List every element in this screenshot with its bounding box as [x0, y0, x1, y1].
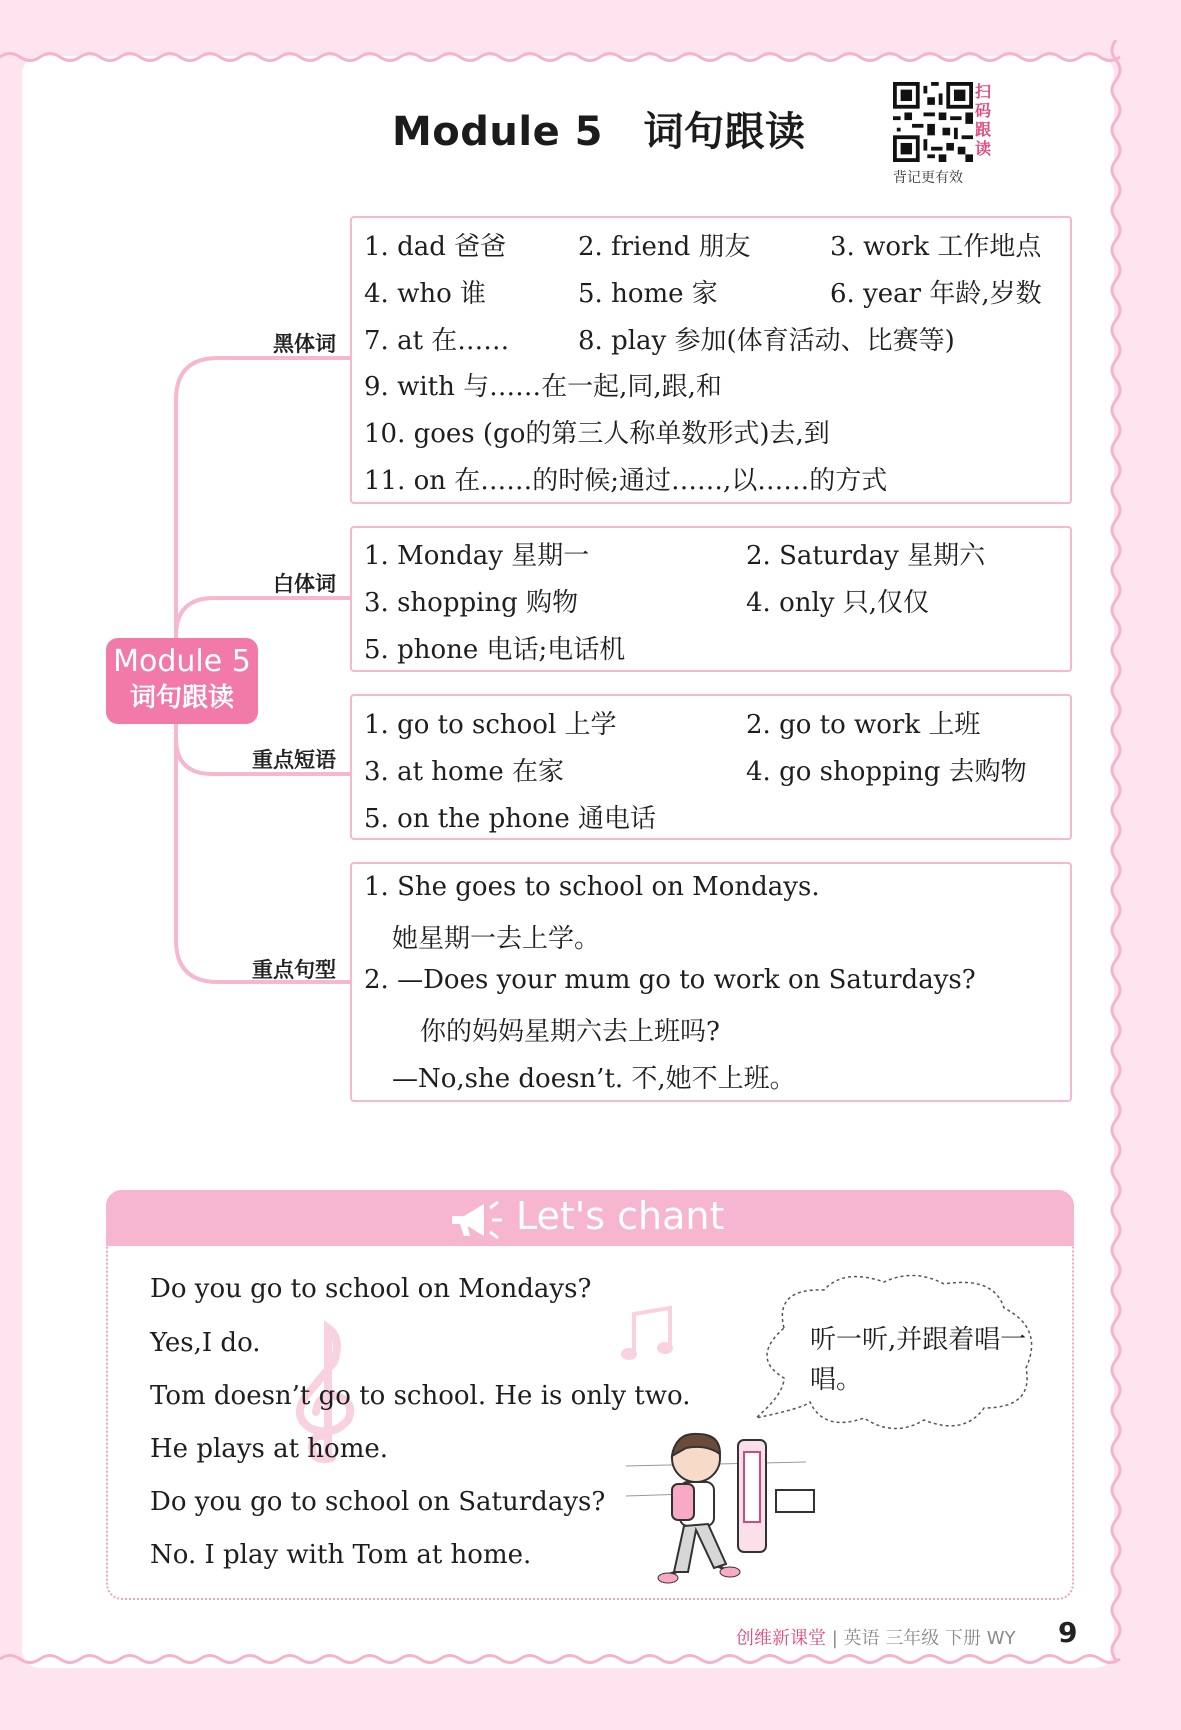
word-item: 1. dad 爸爸: [364, 232, 507, 262]
phrases-label: 重点短语: [252, 748, 336, 772]
word-item: 5. phone 电话;电话机: [364, 635, 626, 665]
word-item: 4. only 只,仅仅: [746, 588, 930, 618]
sentence-line: —No,she doesn’t. 不,她不上班。: [392, 1064, 796, 1094]
hub-line1: Module 5: [113, 644, 251, 679]
phrase-item: 5. on the phone 通电话: [364, 804, 657, 834]
phrase-item: 3. at home 在家: [364, 757, 564, 787]
hub-line2: 词句跟读: [129, 683, 234, 713]
word-item: 6. year 年龄,岁数: [830, 279, 1042, 309]
sentence-line: 1. She goes to school on Mondays.: [364, 872, 820, 902]
footer-divider: |: [831, 1628, 844, 1649]
word-item: 2. Saturday 星期六: [746, 541, 986, 571]
footer-brand: 创维新课堂: [736, 1628, 826, 1649]
chant-line: Do you go to school on Mondays?: [150, 1274, 592, 1304]
megaphone-icon: [448, 1198, 504, 1242]
word-item: 4. who 谁: [364, 279, 486, 309]
word-item: 7. at 在……: [364, 326, 510, 356]
phrase-item: 1. go to school 上学: [364, 710, 617, 740]
phrase-item: 2. go to work 上班: [746, 710, 981, 740]
word-item: 3. work 工作地点: [830, 232, 1042, 262]
word-item: 10. goes (go的第三人称单数形式)去,到: [364, 419, 830, 449]
footer-meta: 英语 三年级 下册 WY: [843, 1628, 1016, 1649]
word-item: 8. play 参加(体育活动、比赛等): [578, 326, 955, 356]
word-item: 2. friend 朋友: [578, 232, 751, 262]
word-item: 9. with 与……在一起,同,跟,和: [364, 372, 722, 402]
chant-line: Tom doesn’t go to school. He is only two.: [150, 1381, 691, 1411]
word-item: 1. Monday 星期一: [364, 541, 590, 571]
bubble-text: 听一听,并跟着唱一唱。: [810, 1325, 1027, 1395]
qr-side-char: 码: [975, 101, 992, 120]
phrase-item: 4. go shopping 去购物: [746, 757, 1027, 787]
chant-line: No. I play with Tom at home.: [150, 1540, 532, 1570]
chant-line: Do you go to school on Saturdays?: [150, 1487, 606, 1517]
music-note-icon: [620, 1304, 676, 1364]
bottom-wave-border: [0, 1652, 1181, 1666]
qr-side-char: 扫: [975, 82, 992, 101]
footer: [736, 1624, 1016, 1650]
word-item: 3. shopping 购物: [364, 588, 579, 618]
sentence-translation: 你的妈妈星期六去上班吗?: [420, 1017, 720, 1047]
word-item: 11. on 在……的时候;通过……,以……的方式: [364, 466, 888, 496]
sentence-translation: 她星期一去上学。: [392, 924, 601, 954]
qr-side-char: 读: [975, 139, 992, 158]
chant-line: Yes,I do.: [150, 1328, 261, 1358]
module-hub: [106, 638, 258, 724]
sentences-label: 重点句型: [252, 958, 336, 982]
word-item: 5. home 家: [578, 279, 718, 309]
chant-title: Let's chant: [516, 1194, 725, 1238]
chant-line: He plays at home.: [150, 1434, 388, 1464]
boy-going-to-school-illustration: [626, 1426, 826, 1598]
bold-words-label: 黑体词: [273, 332, 336, 356]
page-number: 9: [1058, 1616, 1078, 1649]
plain-words-label: 白体词: [273, 572, 336, 596]
sentence-line: 2. —Does your mum go to work on Saturdays?: [364, 965, 976, 995]
qr-side-char: 跟: [975, 120, 992, 139]
page-title: Module 5 词句跟读: [392, 109, 806, 155]
qr-caption: 背记更有效: [893, 170, 963, 186]
